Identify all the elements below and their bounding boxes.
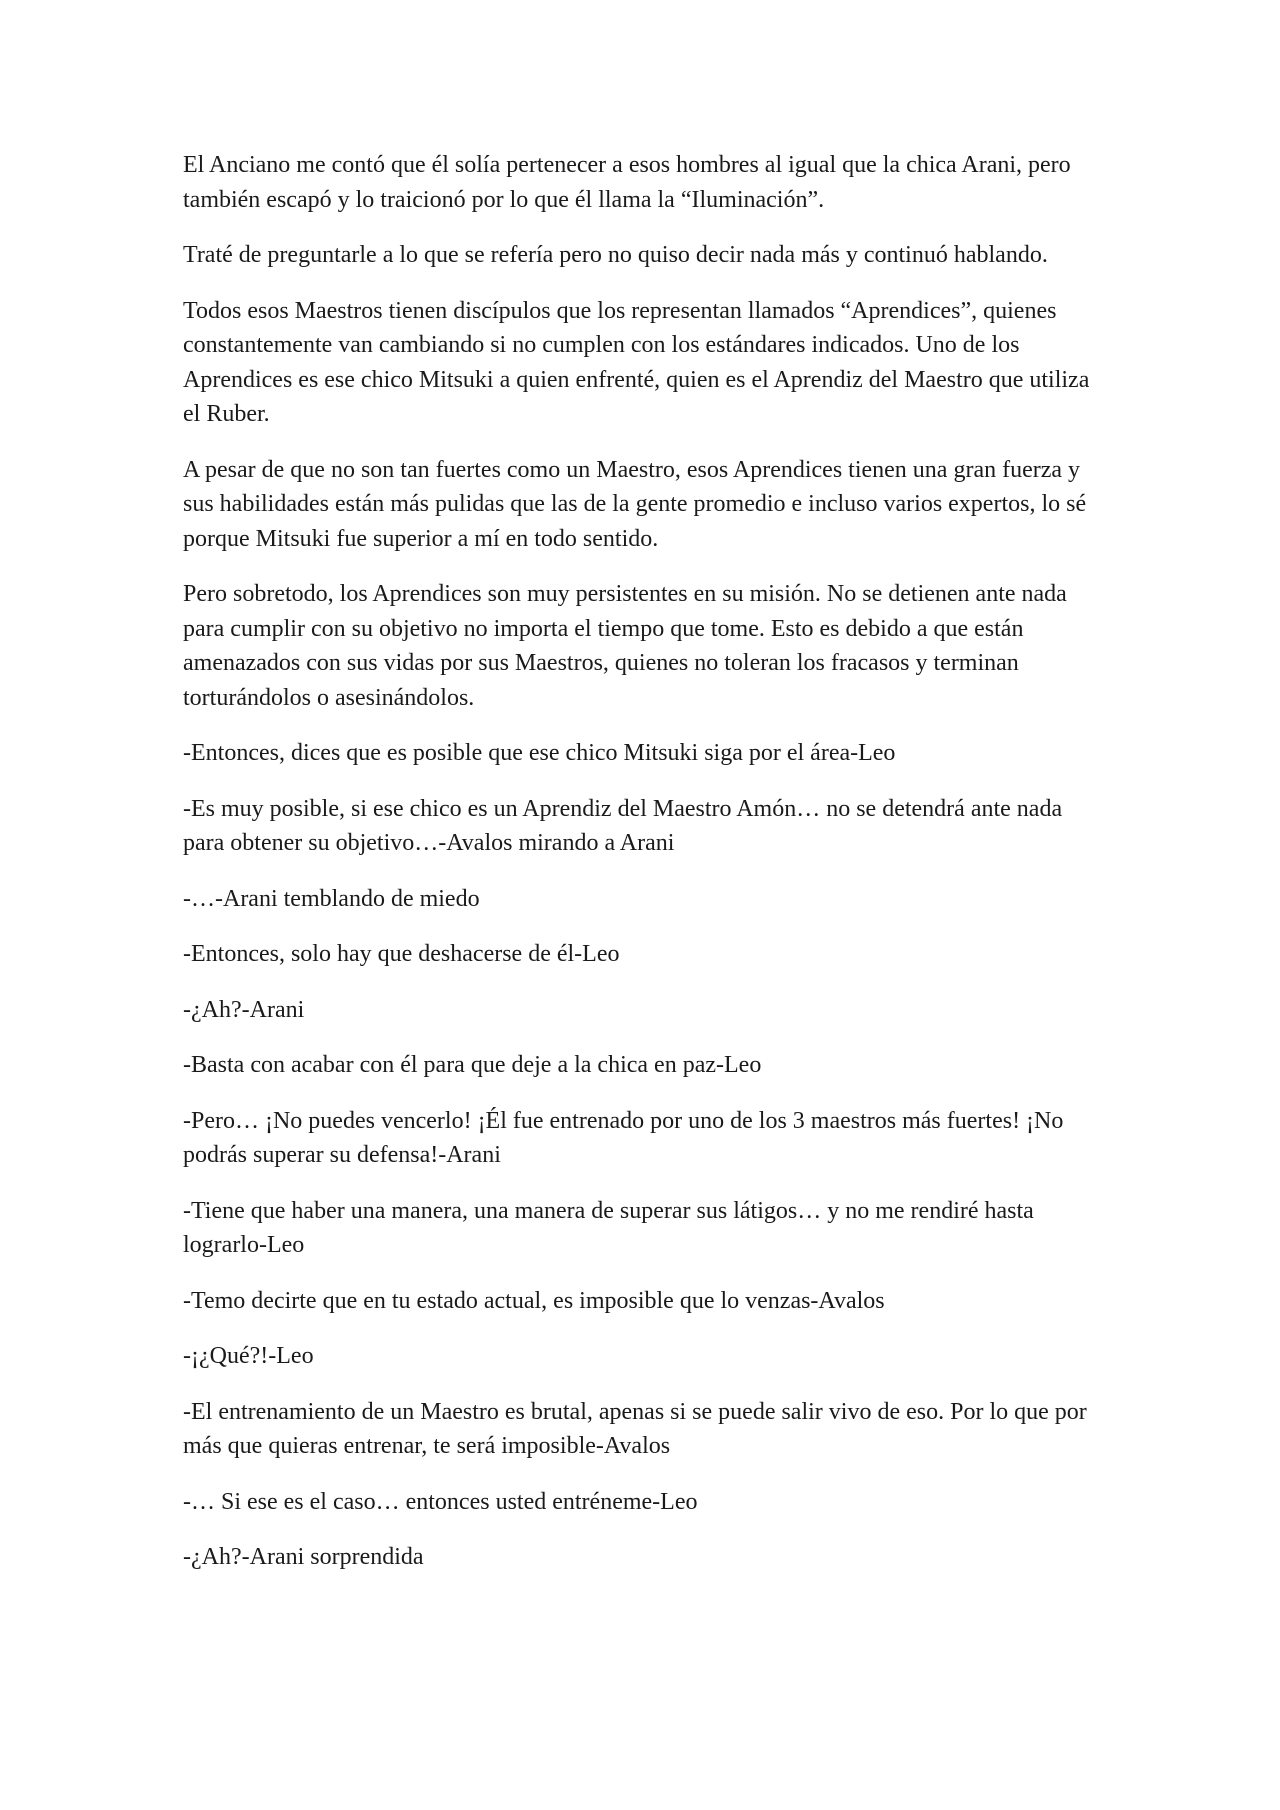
paragraph: A pesar de que no son tan fuertes como un Maestro, esos Aprendices tienen una gran fuerza y sus habilidades están más pulidas que las de la gente promedio e incluso varios expertos, lo sé porque Mitsuki fue superior a mí en todo sentido. bbox=[183, 456, 1087, 552]
dialogue-line: -Tiene que haber una manera, una manera de superar sus látigos… y no me rendiré hasta lograrlo-Leo bbox=[183, 1197, 1034, 1258]
dialogue-line: -Temo decirte que en tu estado actual, es imposible que lo venzas-Avalos bbox=[183, 1287, 885, 1314]
dialogue-line: -Pero… ¡No puedes vencerlo! ¡Él fue entrenado por uno de los 3 maestros más fuertes! ¡No podrás superar su defensa!-Arani bbox=[183, 1107, 1064, 1168]
body-text bbox=[183, 148, 1103, 1596]
paragraph: El Anciano me contó que él solía pertenecer a esos hombres al igual que la chica Arani, pero también escapó y lo traicionó por lo que él llama la “Iluminación”. bbox=[183, 152, 1071, 213]
dialogue-line: -Basta con acabar con él para que deje a la chica en paz-Leo bbox=[183, 1052, 762, 1078]
paragraph: Pero sobretodo, los Aprendices son muy persistentes en su misión. No se detienen ante nada para cumplir con su objetivo no importa el tiempo que tome. Esto es debido a que están amenazados con sus vidas por sus Maestros, quienes no toleran los fracasos y terminan torturándolos o asesinándolos. bbox=[183, 581, 1067, 711]
dialogue-line: -…-Arani temblando de miedo bbox=[183, 885, 480, 912]
dialogue-line: -El entrenamiento de un Maestro es brutal, apenas si se puede salir vivo de eso. Por lo que por más que quieras entrenar, te será imposible-Avalos bbox=[183, 1398, 1087, 1459]
dialogue-line: -… Si ese es el caso… entonces usted entréneme-Leo bbox=[183, 1488, 698, 1515]
dialogue-line: -¡¿Qué?!-Leo bbox=[183, 1343, 314, 1369]
dialogue-line: -Es muy posible, si ese chico es un Aprendiz del Maestro Amón… no se detendrá ante nada para obtener su objetivo…-Avalos mirando a Arani bbox=[183, 795, 1063, 856]
dialogue-line: -¿Ah?-Arani sorprendida bbox=[183, 1544, 424, 1570]
paragraph: Traté de preguntarle a lo que se refería pero no quiso decir nada más y continuó hablando. bbox=[183, 242, 1048, 268]
paragraph: Todos esos Maestros tienen discípulos que los representan llamados “Aprendices”, quienes constantemente van cambiando si no cumplen con los estándares indicados. Uno de los Aprendices es ese chico Mitsuki a quien enfrenté, quien es el Aprendiz del Maestro que utiliza el Ruber. bbox=[183, 297, 1090, 427]
dialogue-line: -¿Ah?-Arani bbox=[183, 996, 305, 1023]
dialogue-line: -Entonces, dices que es posible que ese chico Mitsuki siga por el área-Leo bbox=[183, 740, 896, 766]
dialogue-line: -Entonces, solo hay que deshacerse de él-Leo bbox=[183, 941, 620, 967]
